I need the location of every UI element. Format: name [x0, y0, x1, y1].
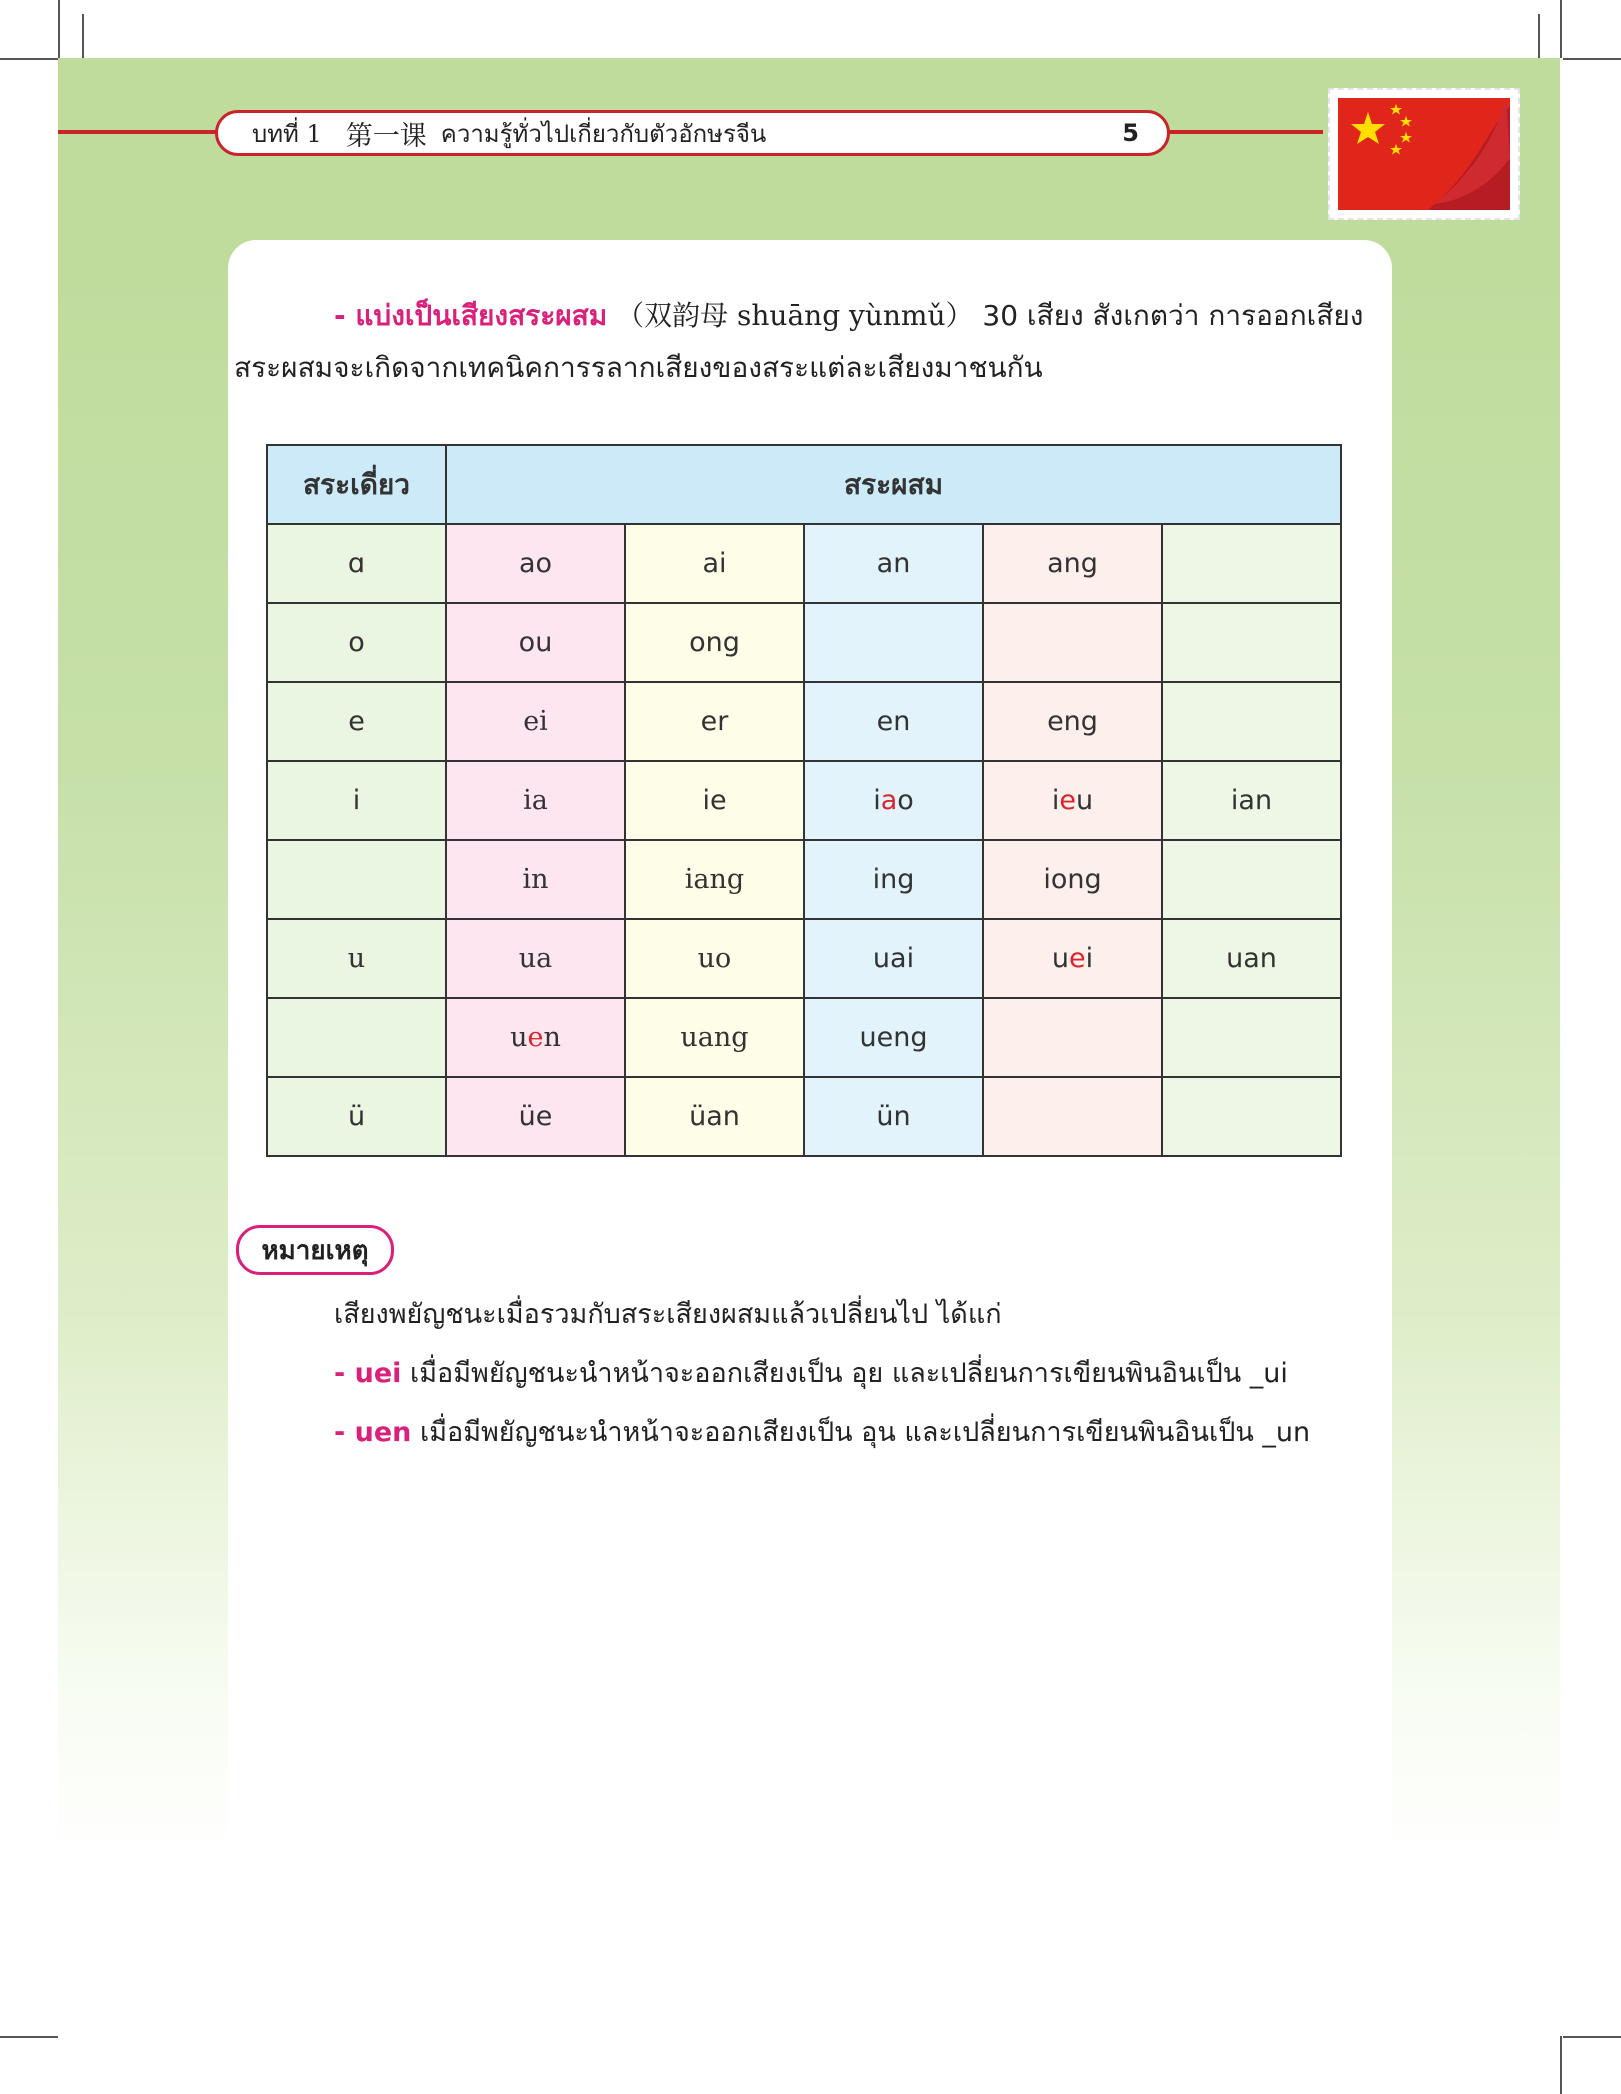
chapter-chinese: 第一课	[345, 120, 427, 152]
table-cell	[983, 998, 1162, 1077]
table-cell: uan	[1162, 919, 1341, 998]
crop-mark	[1560, 0, 1562, 58]
note-term-uei: - uei	[334, 1358, 402, 1389]
table-cell: üan	[625, 1077, 804, 1156]
table-cell	[1162, 840, 1341, 919]
table-cell: ɑ	[267, 524, 446, 603]
intro-chinese-term: （双韵母 shuāng yùnmǔ）	[616, 299, 974, 332]
crop-mark	[1538, 14, 1540, 64]
table-cell: ia	[446, 761, 625, 840]
table-cell: üe	[446, 1077, 625, 1156]
table-cell: e	[267, 682, 446, 761]
table-cell-uei: uei	[983, 919, 1162, 998]
table-cell	[1162, 682, 1341, 761]
crop-mark	[1560, 2036, 1562, 2094]
note-item	[334, 1403, 1310, 1462]
table-cell: an	[804, 524, 983, 603]
note-term-uen: - uen	[334, 1417, 412, 1448]
table-cell: ai	[625, 524, 804, 603]
table-cell: ing	[804, 840, 983, 919]
intro-text: 30 เสียง สังเกตว่า การออกเสียง	[982, 299, 1364, 332]
table-cell	[983, 603, 1162, 682]
page-number: 5	[1122, 119, 1139, 147]
china-flag-icon	[1338, 98, 1510, 210]
note-section	[334, 1285, 1310, 1462]
table-row	[267, 761, 1341, 840]
table-row	[267, 1077, 1341, 1156]
note-item	[334, 1344, 1310, 1403]
crop-mark	[0, 2036, 58, 2038]
table-cell	[1162, 1077, 1341, 1156]
intro-line-2: สระผสมจะเกิดจากเทคนิคการรลากเสียงของสระแต่ละเสียงมาชนกัน	[234, 351, 1043, 384]
table-cell: er	[625, 682, 804, 761]
table-row	[267, 840, 1341, 919]
note-line-1: เสียงพยัญชนะเมื่อรวมกับสระเสียงผสมแล้วเปลี่ยนไป ได้แก่	[334, 1299, 1002, 1330]
table-cell: ün	[804, 1077, 983, 1156]
crop-mark	[1563, 58, 1621, 60]
note-text: เมื่อมีพยัญชนะนำหน้าจะออกเสียงเป็น อุย และเปลี่ยนการเขียนพินอินเป็น _ui	[410, 1358, 1288, 1389]
table-cell	[983, 1077, 1162, 1156]
table-cell: en	[804, 682, 983, 761]
table-cell: o	[267, 603, 446, 682]
table-cell: iong	[983, 840, 1162, 919]
table-row	[267, 603, 1341, 682]
table-cell-uen: uen	[446, 998, 625, 1077]
table-cell: ong	[625, 603, 804, 682]
crop-mark	[0, 58, 58, 60]
header-title: ความรู้ทั่วไปเกี่ยวกับตัวอักษรจีน	[440, 119, 767, 148]
table-cell: u	[267, 919, 446, 998]
table-cell: uo	[625, 919, 804, 998]
table-cell: uang	[625, 998, 804, 1077]
table-row	[267, 998, 1341, 1077]
table-cell: ei	[446, 682, 625, 761]
page-header	[215, 110, 1170, 156]
table-cell: ang	[983, 524, 1162, 603]
table-cell	[267, 998, 446, 1077]
table-row	[267, 919, 1341, 998]
table-cell: ua	[446, 919, 625, 998]
table-cell: ü	[267, 1077, 446, 1156]
table-cell	[1162, 603, 1341, 682]
table-cell	[804, 603, 983, 682]
table-cell: ian	[1162, 761, 1341, 840]
table-cell: uai	[804, 919, 983, 998]
intro-highlight: - แบ่งเป็นเสียงสระผสม	[334, 299, 608, 332]
header-single-vowel: สระเดี่ยว	[267, 445, 446, 524]
header-compound-vowel: สระผสม	[446, 445, 1341, 524]
crop-mark	[58, 0, 60, 58]
note-badge: หมายเหตุ	[236, 1225, 394, 1275]
table-cell: ao	[446, 524, 625, 603]
chapter-label: บทที่ 1	[252, 119, 322, 148]
crop-mark	[1563, 2036, 1621, 2038]
table-cell	[267, 840, 446, 919]
table-row	[267, 524, 1341, 603]
table-cell: ou	[446, 603, 625, 682]
china-flag-stamp	[1328, 88, 1520, 220]
table-cell	[1162, 524, 1341, 603]
table-cell-iao: iao	[804, 761, 983, 840]
table-cell: i	[267, 761, 446, 840]
table-cell: iang	[625, 840, 804, 919]
intro-paragraph	[234, 290, 1384, 394]
table-cell: ie	[625, 761, 804, 840]
table-cell: in	[446, 840, 625, 919]
table-cell: ueng	[804, 998, 983, 1077]
vowel-table	[266, 444, 1342, 1157]
table-cell-ieu: ieu	[983, 761, 1162, 840]
note-text: เมื่อมีพยัญชนะนำหน้าจะออกเสียงเป็น อุน และเปลี่ยนการเขียนพินอินเป็น _un	[419, 1417, 1311, 1448]
crop-mark	[82, 14, 84, 64]
table-cell	[1162, 998, 1341, 1077]
table-cell: eng	[983, 682, 1162, 761]
table-row	[267, 682, 1341, 761]
